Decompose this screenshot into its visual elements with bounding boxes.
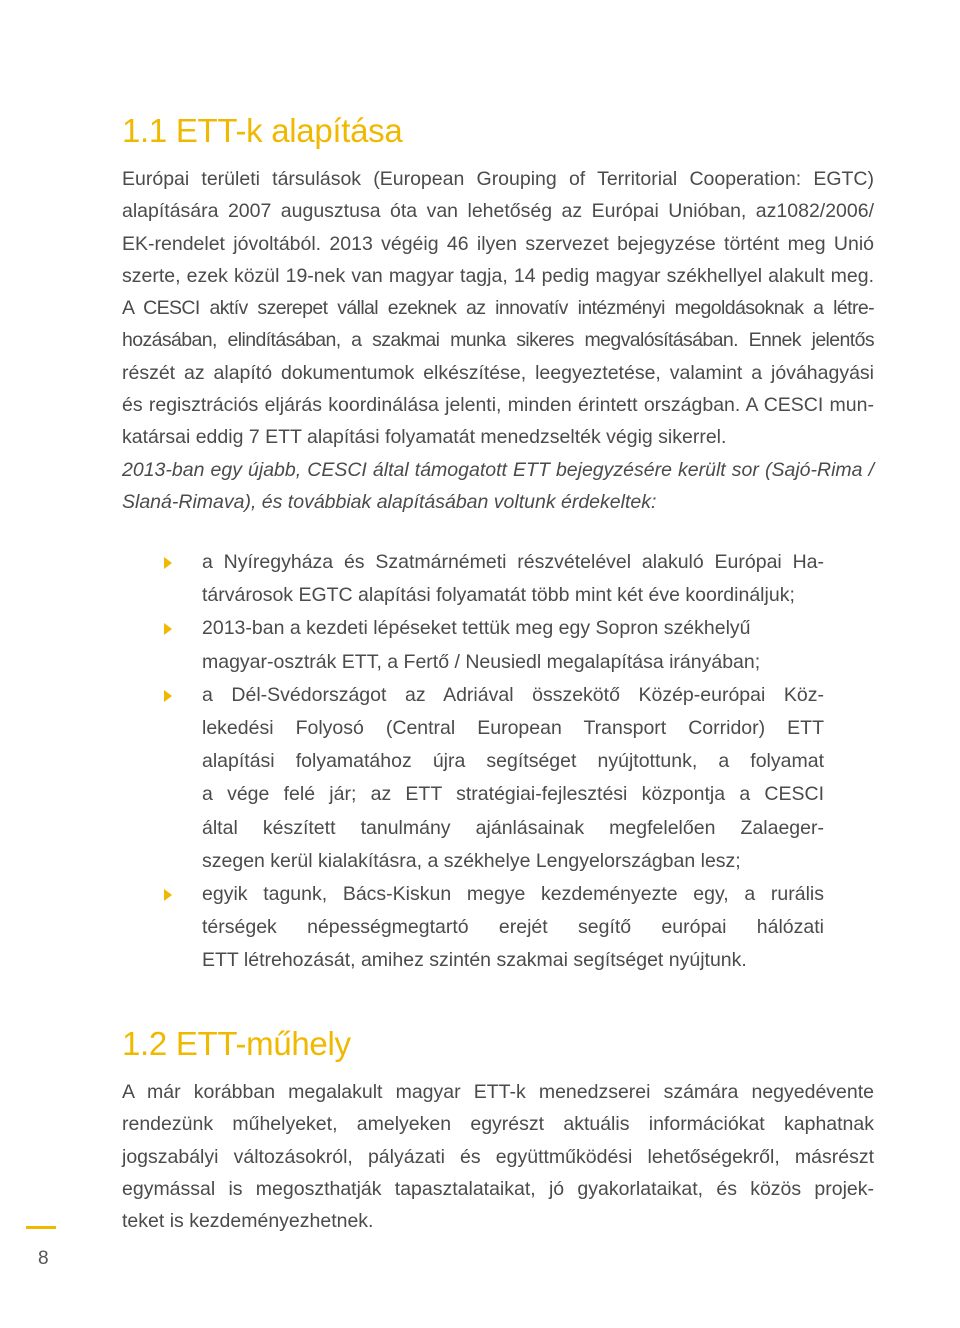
bullet-line: lekedési Folyosó (Central European Transport Corridor) ETT	[202, 717, 824, 740]
text-line: egymással is megoszthatják tapasztalataikat, jó gyakorlataikat, és közös projek-	[122, 1177, 874, 1200]
bullet-line: szegen kerül kialakításra, a székhelye Lengyelországban lesz;	[202, 849, 741, 872]
bullet-line: alapítási folyamatához újra segítséget nyújtottunk, a folyamat	[202, 750, 824, 773]
bullet-item	[164, 546, 824, 612]
egtc-bullet-list	[164, 546, 824, 978]
italic-text-line: Slaná-Rimava), és továbbiak alapításában voltunk érdekeltek:	[122, 490, 657, 513]
bullet-line: tárvárosok EGTC alapítási folyamatát több mint két éve koordináljuk;	[202, 584, 795, 607]
text-line: A CESCI aktív szerepet vállal ezeknek az innovatív intézményi megoldásoknak a létre-	[122, 297, 874, 320]
workshop-paragraph	[122, 1076, 874, 1237]
bullet-line: ETT létrehozását, amihez szintén szakmai segítséget nyújtunk.	[202, 949, 747, 972]
bullet-line: magyar-osztrák ETT, a Fertő / Neusiedl megalapítása irányában;	[202, 650, 761, 673]
section-heading-ett-muhely: 1.2 ETT-műhely	[122, 1025, 351, 1062]
bullet-line: egyik tagunk, Bács-Kiskun megye kezdeményezte egy, a rurális	[202, 883, 824, 906]
bullet-item	[164, 679, 824, 878]
intro-paragraph	[122, 163, 874, 518]
bullet-line: 2013-ban a kezdeti lépéseket tettük meg egy Sopron székhelyű	[202, 617, 751, 640]
bullet-line: a Dél-Svédországot az Adriával összekötő Közép-európai Köz-	[202, 683, 824, 706]
bullet-arrow-icon	[164, 690, 172, 702]
bullet-arrow-icon	[164, 557, 172, 569]
text-line: Európai területi társulások (European Grouping of Territorial Cooperation: EGTC)	[122, 168, 874, 190]
italic-text-line: 2013-ban egy újabb, CESCI által támogatott ETT bejegyzésére került sor (Sajó-Rima /	[122, 458, 874, 481]
bullet-arrow-icon	[164, 623, 172, 635]
text-line: A már korábban megalakult magyar ETT-k menedzserei számára negyedévente	[122, 1081, 874, 1103]
text-line: rendezünk műhelyeket, amelyeken egyrészt aktuális információkat kaphatnak	[122, 1113, 874, 1136]
bullet-line: a vége felé jár; az ETT stratégiai-fejlesztési központja a CESCI	[202, 783, 824, 806]
text-line: EK-rendelet jóvoltából. 2013 végéig 46 ilyen szervezet bejegyzése történt meg Unió	[122, 232, 874, 255]
text-line: alapítására 2007 augusztusa óta van lehetőség az Európai Unióban, az1082/2006/	[122, 200, 874, 223]
text-line: szerte, ezek közül 19-nek van magyar tagja, 14 pedig magyar székhellyel alakult meg.	[122, 264, 874, 287]
text-line: jogszabályi változásokról, pályázati és együttműködési lehetőségekről, másrészt	[122, 1145, 874, 1168]
bullet-item	[164, 612, 824, 678]
bullet-arrow-icon	[164, 889, 172, 901]
text-line: teket is kezdeményezhetnek.	[122, 1210, 374, 1233]
section-heading-ett-alapitasa: 1.1 ETT-k alapítása	[122, 112, 403, 149]
bullet-line: térségek népességmegtartó erejét segítő európai hálózati	[202, 916, 824, 939]
text-line: és regisztrációs eljárás koordinálása jelenti, minden érintett országban. A CESCI mun-	[122, 394, 874, 417]
page-number: 8	[38, 1248, 49, 1269]
bullet-item	[164, 878, 824, 978]
text-line: hozásában, elindításában, a szakmai munka sikeres megvalósításában. Ennek jelentős	[122, 329, 874, 352]
bullet-line: által készített tanulmány ajánlásainak megfelelően Zalaeger-	[202, 816, 824, 839]
text-line: katársai eddig 7 ETT alapítási folyamatát menedzselték végig sikerrel.	[122, 426, 727, 449]
text-line: részét az alapító dokumentumok elkészítése, leegyeztetése, valamint a jóváhagyási	[122, 361, 874, 384]
bullet-line: a Nyíregyháza és Szatmárnémeti részvételével alakuló Európai Ha-	[202, 551, 824, 573]
page-accent-bar	[26, 1226, 56, 1229]
